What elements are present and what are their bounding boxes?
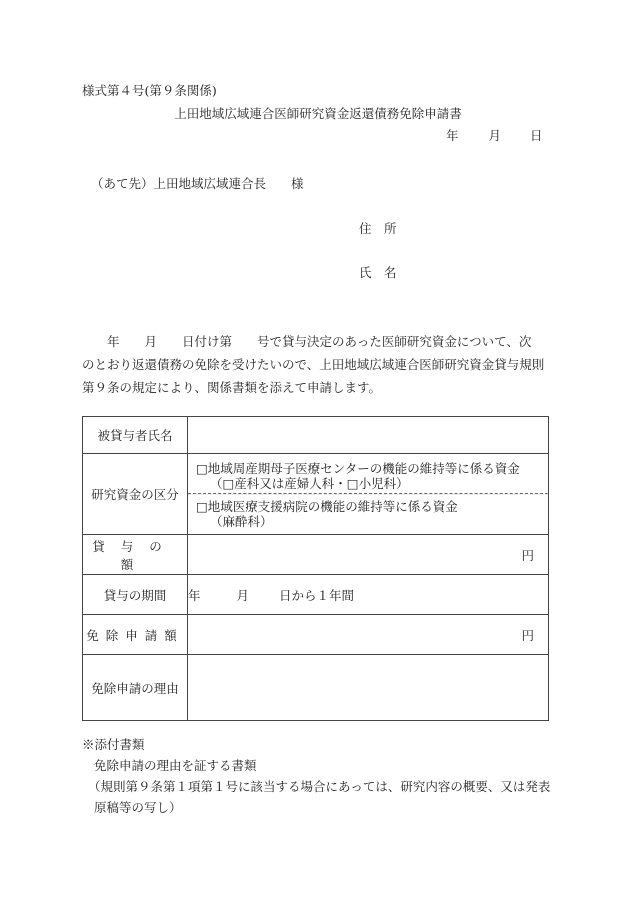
fund-option-2-sub: （麻酔科） xyxy=(210,514,273,529)
body-line: 年 月 日付け第 号で貸与決定のあった医師研究資金について、次 xyxy=(82,334,532,349)
date-day: 日 xyxy=(530,128,543,143)
yen-unit: 円 xyxy=(521,547,534,563)
period-month: 月 xyxy=(236,587,250,603)
form-number: 様式第４号(第９条関係) xyxy=(82,83,217,98)
date-year: 年 xyxy=(446,128,459,143)
loan-amount-label: 貸与の額 xyxy=(83,535,188,575)
borrower-name-field[interactable] xyxy=(188,417,549,454)
loan-period-field[interactable] xyxy=(188,575,549,615)
yen-unit: 円 xyxy=(521,627,534,643)
attachments xyxy=(82,734,562,818)
attachment-item: 免除申請の理由を証する書類 xyxy=(94,758,257,773)
fund-option-2[interactable] xyxy=(188,495,548,531)
fund-option-1-sub: （□産科又は産婦人科・□小児科） xyxy=(210,476,409,491)
address-label: 住 所 xyxy=(359,221,397,236)
fund-category-label: 研究資金の区分 xyxy=(83,454,188,535)
exemption-amount-field[interactable] xyxy=(188,615,549,655)
attachment-note: 原稿等の写し） xyxy=(94,800,182,815)
attachments-heading: ※添付書類 xyxy=(82,737,145,752)
application-table xyxy=(82,416,549,721)
fund-option-1-text: □地域周産期母子医療センターの機能の維持等に係る資金 xyxy=(196,461,520,476)
fund-option-1[interactable] xyxy=(188,457,548,493)
attachment-note: （規則第９条第１項第１号に該当する場合にあっては、研究内容の概要、又は発表 xyxy=(88,779,551,794)
name-label: 氏 名 xyxy=(359,265,397,280)
exemption-reason-label: 免除申請の理由 xyxy=(83,655,188,721)
date-month: 月 xyxy=(488,128,502,143)
fund-category-field[interactable] xyxy=(188,454,549,535)
period-year: 年 xyxy=(188,587,201,603)
exemption-amount-label: 免除申請額 xyxy=(83,615,188,655)
body-line: のとおり返還債務の免除を受けたいので、上田地域広域連合医師研究資金貸与規則 xyxy=(82,357,545,372)
document-title: 上田地域広域連合医師研究資金返還債務免除申請書 xyxy=(174,106,462,121)
date-line xyxy=(446,126,543,144)
loan-period-label: 貸与の期間 xyxy=(83,575,188,615)
addressee: （あて先）上田地域広域連合長 様 xyxy=(91,176,304,191)
exemption-reason-field[interactable] xyxy=(188,655,549,721)
application-body xyxy=(82,330,548,399)
period-text: 日から１年間 xyxy=(279,587,355,603)
fund-option-2-text: □地域医療支援病院の機能の維持等に係る資金 xyxy=(196,499,458,514)
body-line: 第９条の規定により、関係書類を添えて申請します。 xyxy=(82,380,382,395)
loan-amount-field[interactable] xyxy=(188,535,549,575)
borrower-name-label: 被貸与者氏名 xyxy=(83,417,188,454)
